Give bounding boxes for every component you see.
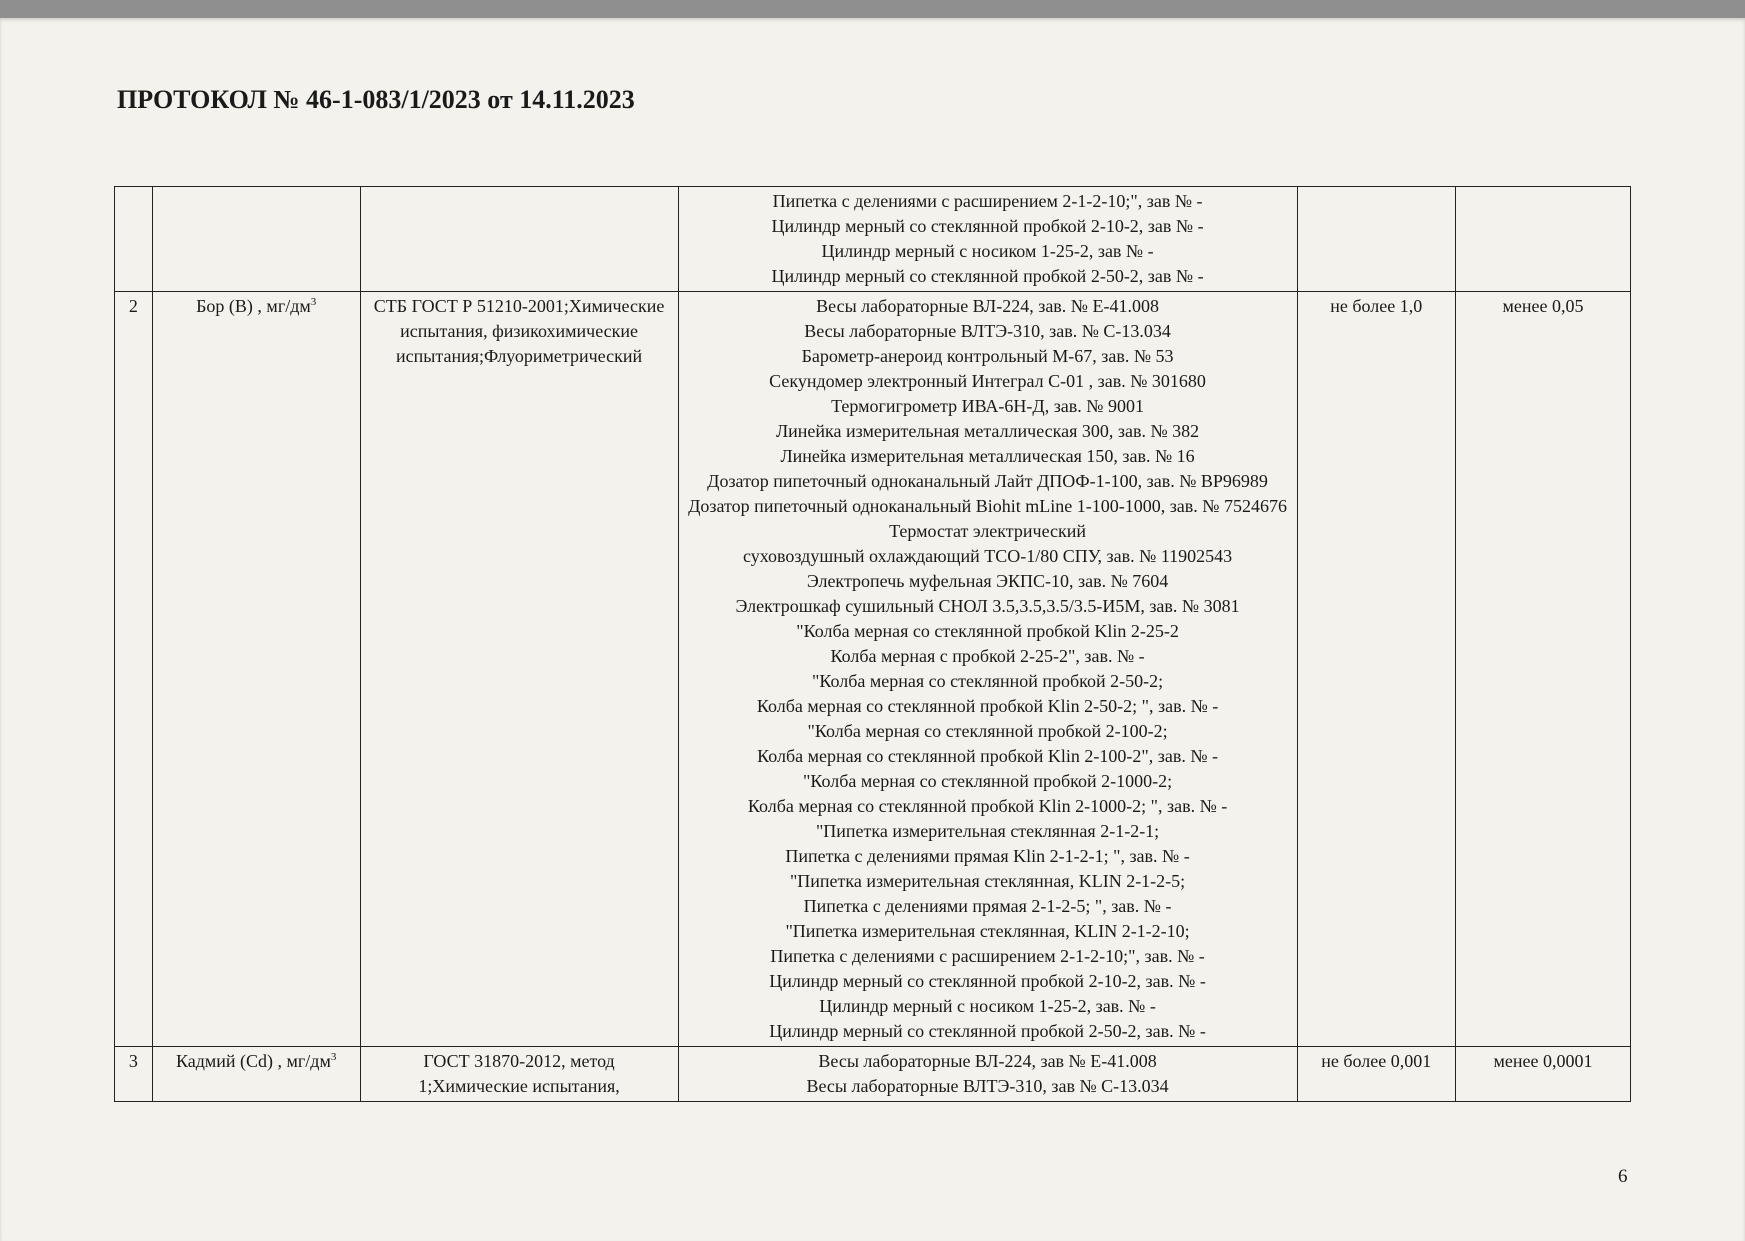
equipment-cell [678,187,1297,292]
norm-cell [1297,187,1456,292]
equipment-item: Цилиндр мерный со стеклянной пробкой 2-50-2, зав. № - [769,1021,1206,1041]
result-cell: менее 0,05 [1456,292,1631,1047]
equipment-item: Цилиндр мерный со стеклянной пробкой 2-10-2, зав. № - [769,971,1206,991]
norm-cell: не более 0,001 [1297,1047,1456,1102]
equipment-item: "Пипетка измерительная стеклянная 2-1-2-1; [815,821,1160,841]
equipment-item: Пипетка с делениями прямая Klin 2-1-2-1; ", зав. № - [785,846,1190,866]
unit-superscript: 3 [330,1051,337,1063]
equipment-item: "Пипетка измерительная стеклянная, KLIN 2-1-2-10; [785,921,1190,941]
equipment-item: Линейка измерительная металлическая 150, зав. № 16 [780,446,1195,466]
equipment-item: Дозатор пипеточный одноканальный Лайт ДПОФ-1-100, зав. № ВР96989 [707,471,1268,491]
table-row [115,1047,1631,1102]
equipment-item: "Колба мерная со стеклянной пробкой 2-1000-2; [803,771,1173,791]
equipment-item: Весы лабораторные ВЛ-224, зав. № Е-41.008 [816,296,1159,316]
row-number-cell: 3 [115,1047,153,1102]
row-number-cell: 2 [115,292,153,1047]
equipment-item: Электропечь муфельная ЭКПС-10, зав. № 7604 [806,571,1169,591]
equipment-item: Колба мерная со стеклянной пробкой Klin 2-100-2", зав. № - [757,746,1218,766]
norm-cell: не более 1,0 [1297,292,1456,1047]
page-number: 6 [1618,1166,1628,1187]
equipment-item: "Колба мерная со стеклянной пробкой Klin 2-25-2 [796,621,1179,641]
method-cell: СТБ ГОСТ Р 51210-2001;Химические испытания, физикохимические испытания;Флуориметрический [360,292,678,1047]
indicator-cell [152,1047,360,1102]
equipment-item: "Колба мерная со стеклянной пробкой 2-100-2; [807,721,1168,741]
equipment-item: Пипетка с делениями прямая 2-1-2-5; ", зав. № - [803,896,1172,916]
equipment-item: Весы лабораторные ВЛТЭ-310, зав. № С-13.034 [804,321,1171,341]
equipment-item: Весы лабораторные ВЛ-224, зав № Е-41.008 [818,1051,1157,1071]
indicator-cell [152,292,360,1047]
document-page [0,18,1745,1241]
equipment-cell [678,1047,1297,1102]
equipment-item: Весы лабораторные ВЛТЭ-310, зав № С-13.034 [806,1076,1169,1096]
equipment-item: Цилиндр мерный с носиком 1-25-2, зав № - [821,241,1154,261]
result-cell [1456,187,1631,292]
equipment-item: суховоздушный охлаждающий ТСО-1/80 СПУ, зав. № 11902543 [742,546,1233,566]
equipment-item: Термогигрометр ИВА-6Н-Д, зав. № 9001 [831,396,1144,416]
row-number-cell [115,187,153,292]
equipment-item: Термостат электрический [889,521,1087,541]
result-cell: менее 0,0001 [1456,1047,1631,1102]
equipment-item: Электрошкаф сушильный СНОЛ 3.5,3.5,3.5/3.5-И5М, зав. № 3081 [735,596,1240,616]
equipment-item: Колба мерная с пробкой 2-25-2", зав. № - [830,646,1145,666]
equipment-item: "Колба мерная со стеклянной пробкой 2-50-2; [812,671,1164,691]
equipment-item: Секундомер электронный Интеграл С-01 , зав. № 301680 [769,371,1206,391]
unit-superscript: 3 [310,296,317,308]
equipment-item: Цилиндр мерный со стеклянной пробкой 2-10-2, зав № - [771,216,1204,236]
equipment-cell [678,292,1297,1047]
equipment-item: Колба мерная со стеклянной пробкой Klin 2-1000-2; ", зав. № - [747,796,1228,816]
equipment-item: Пипетка с делениями с расширением 2-1-2-10;", зав № - [772,191,1203,211]
equipment-item: "Пипетка измерительная стеклянная, KLIN 2-1-2-5; [789,871,1186,891]
equipment-item: Цилиндр мерный со стеклянной пробкой 2-50-2, зав № - [771,266,1204,286]
indicator-name: Кадмий (Cd) , мг/дм [175,1051,331,1071]
protocol-title: ПРОТОКОЛ № 46-1-083/1/2023 от 14.11.2023 [117,85,635,114]
results-table [114,186,1631,1102]
table-row [115,292,1631,1047]
indicator-name: Бор (B) , мг/дм [196,296,311,316]
indicator-cell [152,187,360,292]
table-row [115,187,1631,292]
equipment-item: Пипетка с делениями с расширением 2-1-2-10;", зав. № - [770,946,1205,966]
method-cell: ГОСТ 31870-2012, метод 1;Химические испытания, [360,1047,678,1102]
equipment-item: Цилиндр мерный с носиком 1-25-2, зав. № - [819,996,1156,1016]
equipment-item: Линейка измерительная металлическая 300, зав. № 382 [775,421,1200,441]
equipment-item: Дозатор пипеточный одноканальный Biohit mLine 1-100-1000, зав. № 7524676 [688,496,1287,516]
equipment-item: Колба мерная со стеклянной пробкой Klin 2-50-2; ", зав. № - [756,696,1219,716]
equipment-item: Барометр-анероид контрольный М-67, зав. № 53 [801,346,1174,366]
method-cell [360,187,678,292]
